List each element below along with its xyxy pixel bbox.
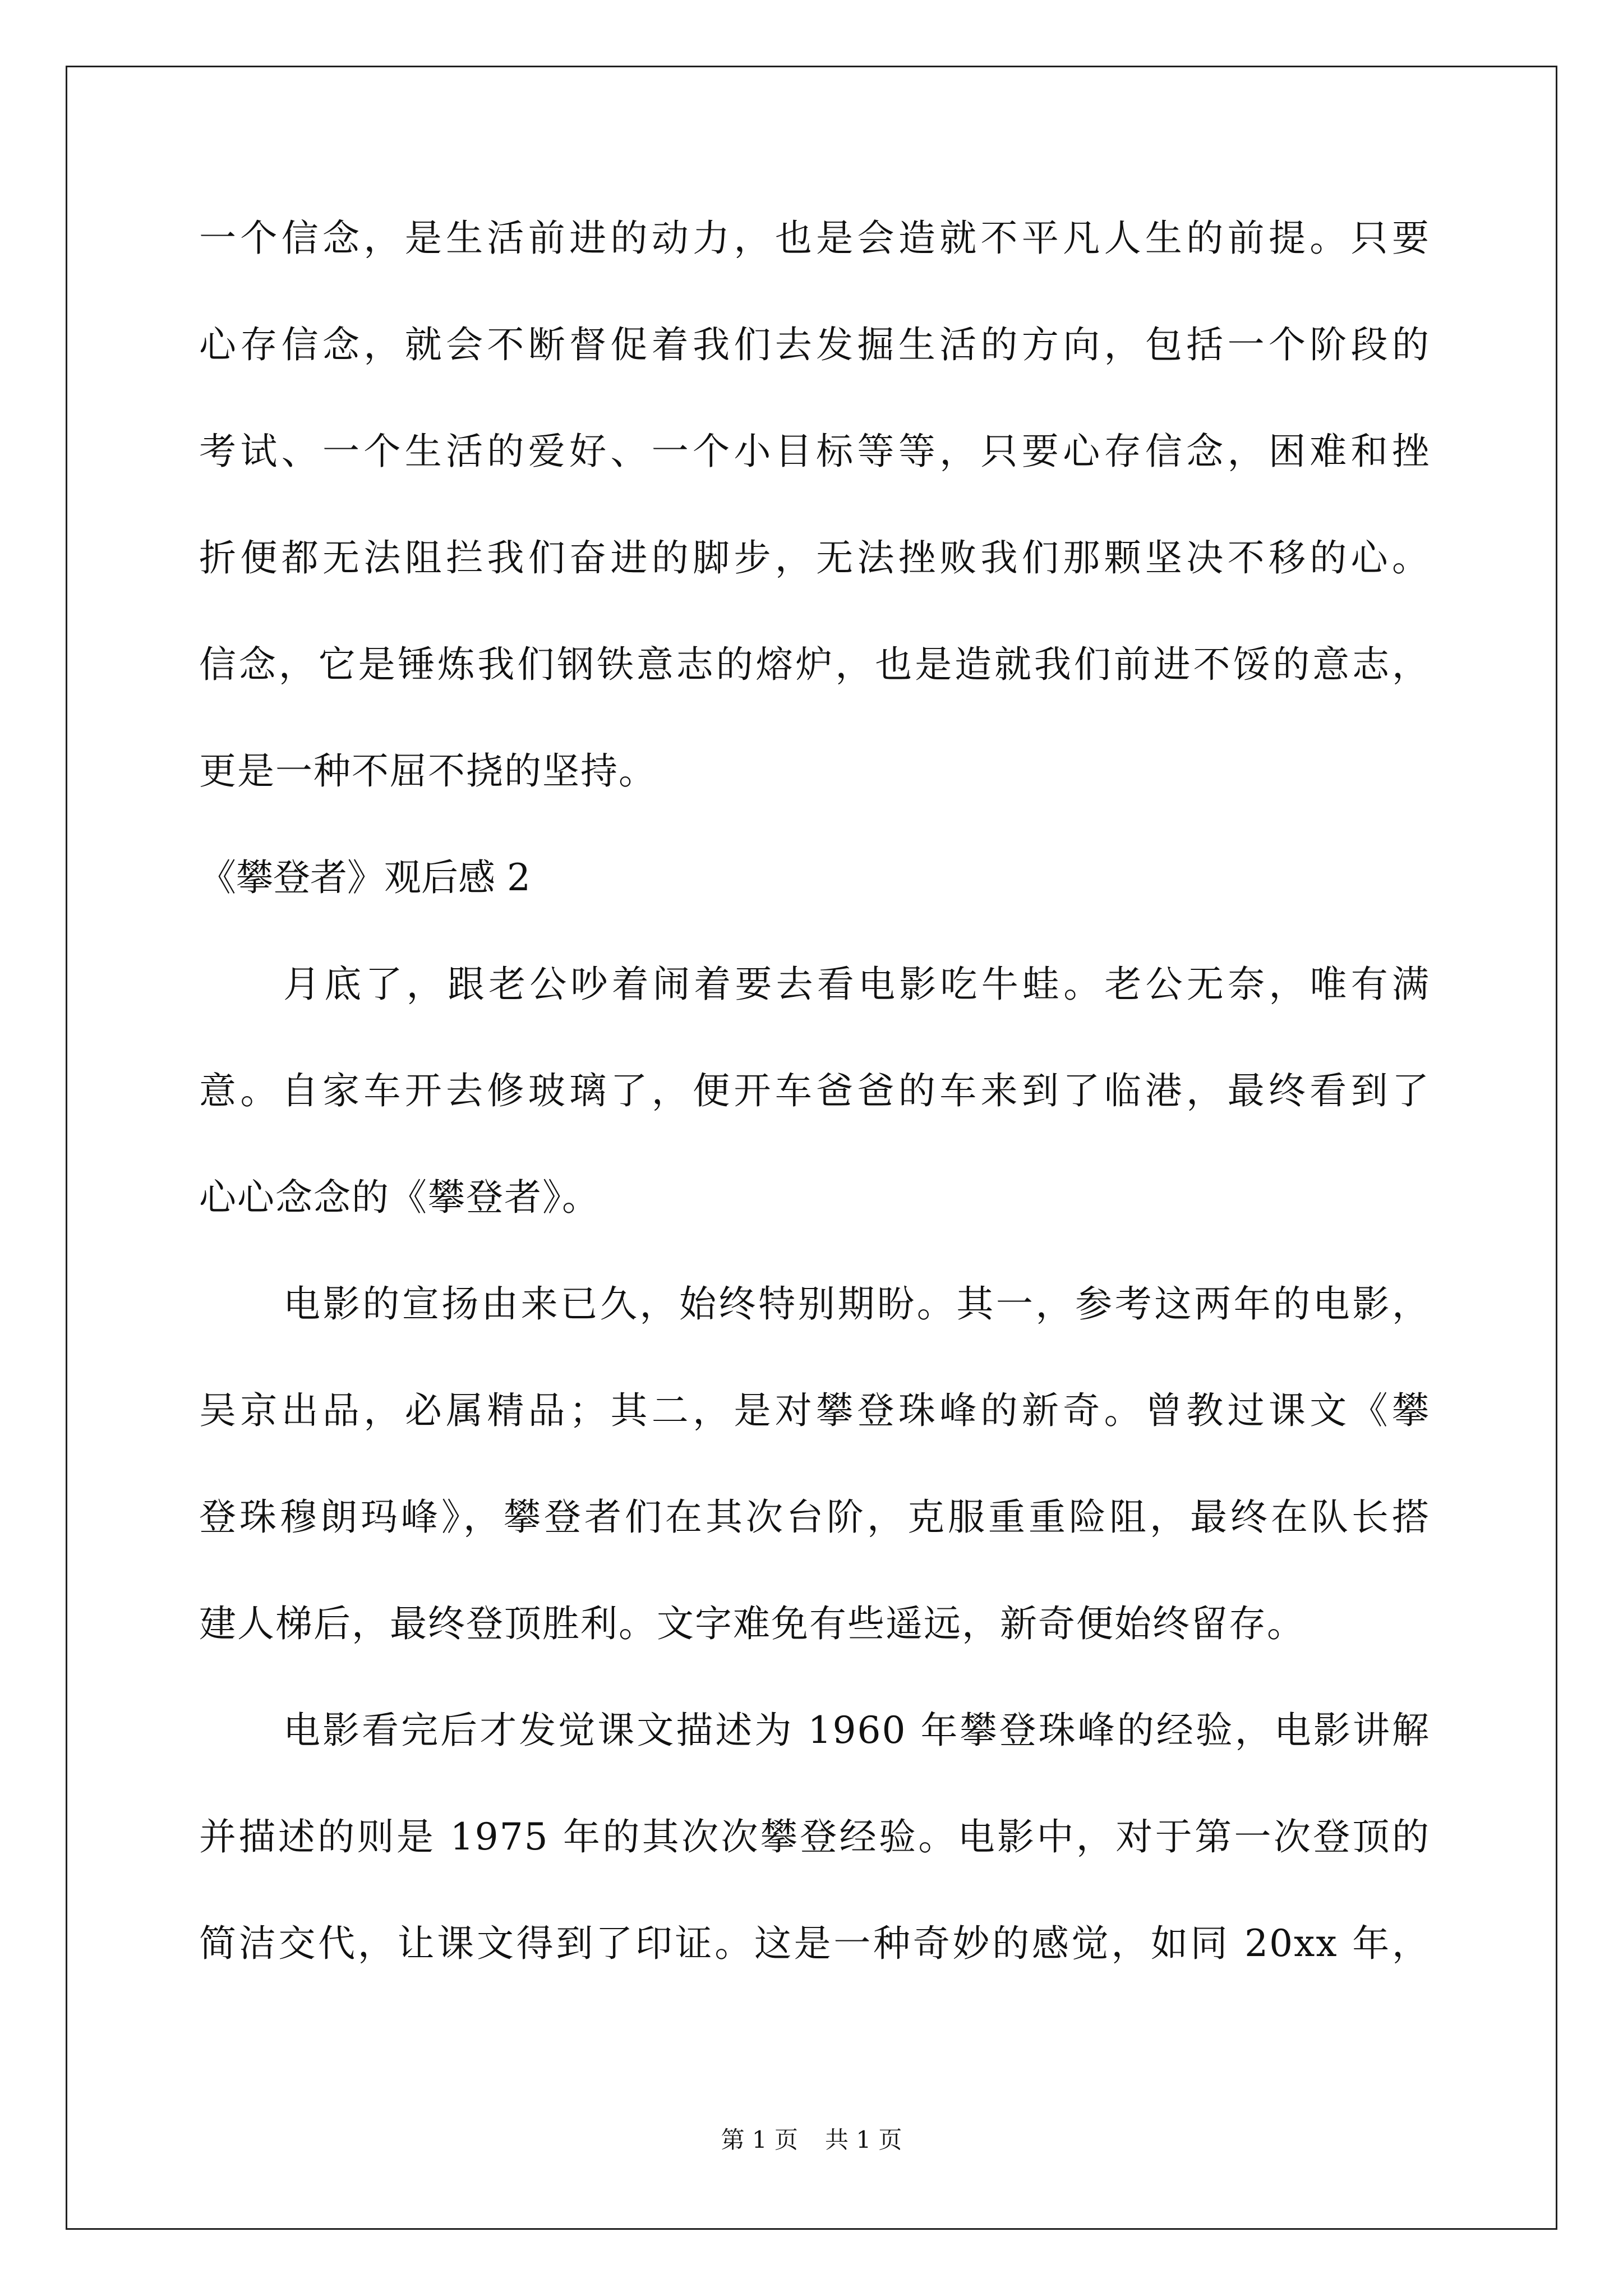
text-line: 吴京出品，必属精品；其二，是对攀登珠峰的新奇。曾教过课文《攀	[199, 1389, 1430, 1432]
text-line: 登珠穆朗玛峰》，攀登者们在其次台阶，克服重重险阻，最终在队长搭	[199, 1496, 1430, 1539]
text-line: 考试、一个生活的爱好、一个小目标等等，只要心存信念，困难和挫	[199, 430, 1430, 473]
page-footer	[0, 2123, 1623, 2157]
text-line: 简洁交代，让课文得到了印证。这是一种奇妙的感觉，如同 20xx 年，	[199, 1922, 1430, 1965]
section-heading: 《攀登者》观后感 2	[199, 856, 531, 899]
text-line: 更是一种不屈不挠的坚持。	[199, 749, 657, 793]
text-line: 月底了，跟老公吵着闹着要去看电影吃牛蛙。老公无奈，唯有满	[283, 963, 1430, 1006]
text-line: 电影看完后才发觉课文描述为 1960 年攀登珠峰的经验，电影讲解	[283, 1709, 1430, 1752]
page-number: 第 1 页	[721, 2126, 798, 2154]
text-line: 心存信念，就会不断督促着我们去发掘生活的方向，包括一个阶段的	[199, 323, 1430, 366]
text-line: 心心念念的《攀登者》。	[199, 1176, 600, 1219]
text-line: 一个信念，是生活前进的动力，也是会造就不平凡人生的前提。只要	[199, 217, 1430, 260]
page-total: 共 1 页	[825, 2126, 902, 2154]
page-border	[66, 66, 1557, 2230]
text-line: 折便都无法阻拦我们奋进的脚步，无法挫败我们那颗坚决不移的心。	[199, 536, 1430, 579]
text-line: 意。自家车开去修玻璃了，便开车爸爸的车来到了临港，最终看到了	[199, 1069, 1430, 1112]
text-line: 信念，它是锤炼我们钢铁意志的熔炉，也是造就我们前进不馁的意志，	[199, 643, 1430, 686]
text-line: 建人梯后，最终登顶胜利。文字难免有些遥远，新奇便始终留存。	[199, 1602, 1305, 1645]
text-line: 电影的宣扬由来已久，始终特别期盼。其一，参考这两年的电影，	[283, 1282, 1430, 1326]
text-line: 并描述的则是 1975 年的其次次攀登经验。电影中，对于第一次登顶的	[199, 1815, 1430, 1858]
